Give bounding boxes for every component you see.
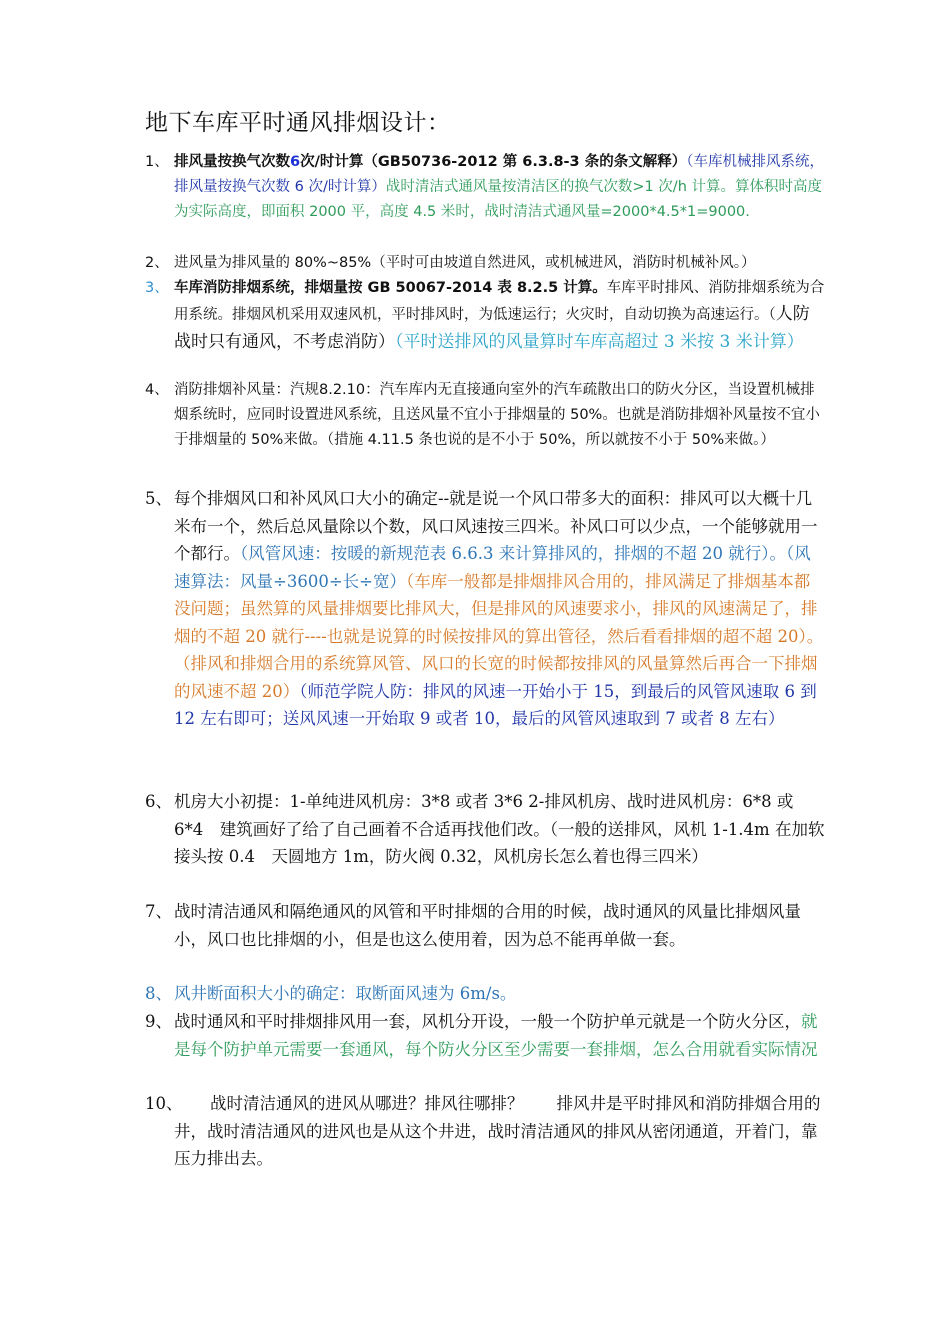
item-text-note: （平时送排风的风量算时车库高超过 3 米按 3 米计算） [395, 331, 804, 352]
item-number: 7、 [145, 902, 172, 921]
item-text: 机房大小初提：1-单纯进风机房：3*8 或者 3*6 2-排风机房、战时进风机房：6*8 或 6*4 建筑画好了给了自己画着不合适再找他们改。（一般的送排风，风机 1-1.4m 在加软接头按 0.4 天圆地方 1m，防火阀 0.32，风机房长怎么着也得三四米） [174, 792, 825, 866]
list-item-10 [145, 1090, 825, 1173]
item-number: 9、 [145, 1012, 172, 1031]
list-item-6 [145, 788, 825, 871]
item-text-note: 战时清洁式通风量按清洁区的换气次数>1 次/h 计算。算体积时高度为实际高度，即面积 2000 平，高度 4.5 米时，战时清洁式通风量=2000*4.5*1=9000. [174, 179, 822, 220]
list-item-4 [145, 378, 825, 453]
item-text: 每个排烟风口和补风风口大小的确定--就是说一个风口带多大的面积：排风可以大概十几米布一个，然后总风量除以个数，风口风速按三四米。补风口可以少点，一个能够就用一个都行。 [174, 489, 818, 563]
item-text: 战时清洁通风和隔绝通风的风管和平时排烟的合用的时候，战时通风的风量比排烟风量小，风口也比排烟的小，但是也这么使用着，因为总不能再单做一套。 [174, 902, 801, 949]
item-number: 4、 [145, 382, 169, 398]
item-text: 车库消防排烟系统，排烟量按 GB 50067-2014 表 8.2.5 计算。 [174, 280, 607, 296]
list-item-9 [145, 1008, 825, 1063]
item-number: 10、 [145, 1094, 183, 1113]
list-item-2 [145, 251, 825, 276]
item-text: 战时通风和平时排烟排风用一套，风机分开设，一般一个防护单元就是一个防火分区， [174, 1012, 801, 1031]
item-text: 战时清洁通风的进风从哪进？排风往哪排？ 排风井是平时排风和消防排烟合用的井，战时清洁通风的进风也是从这个井进，战时清洁通风的排风从密闭通道，开着门，靠压力排出去。 [174, 1094, 821, 1168]
item-text: 风井断面积大小的确定：取断面风速为 6m/s。 [174, 984, 517, 1003]
page-title: 地下车库平时通风排烟设计： [145, 110, 451, 136]
list-item-7 [145, 898, 825, 953]
item-text: 排风量按换气次数 [174, 154, 290, 170]
item-text: 次/时计算（GB50736-2012 第 6.3.8-3 条的条文解释） [300, 154, 687, 170]
item-text: 车库平时排风、消防排烟系统为合用系统。排烟风机采用双速风机，平时排风时，为低速运行；火灾时，自动切换为高速运行。（ [174, 280, 825, 323]
item-number: 1、 [145, 154, 169, 170]
item-text-note: （师范学院人防：排风的风速一开始小于 15，到最后的风管风速取 6 到 12 左右即可；送风风速一开始取 9 或者 10，最后的风管风速取到 7 或者 8 左右） [174, 681, 817, 728]
item-text: 消防排烟补风量：汽规8.2.10：汽车库内无直接通向室外的汽车疏散出口的防火分区，当设置机械排烟系统时，应同时设置进风系统，且送风量不宜小于排烟量的 50%。也就是消防排烟补风量按不宜小于排烟量的 50%来做。（措施 4.11.5 条也说的是不小于 50%，所以就按不小于 50%来做。） [174, 382, 820, 448]
list-item-8 [145, 980, 825, 1008]
list-item-3 [145, 276, 825, 356]
item-number: 6、 [145, 792, 172, 811]
list-item-5 [145, 485, 825, 733]
item-number: 8、 [145, 984, 172, 1003]
item-text: 人防战时只有通风，不考虑消防） [174, 304, 810, 352]
item-text-note: （车库机械排风系统，排风量按换气次数 6 次/时计算） [174, 154, 824, 195]
item-text-note: 就是每个防护单元需要一套通风，每个防火分区至少需要一套排烟，怎么合用就看实际情况 [174, 1012, 818, 1059]
item-text-note: （风管风速：按暖的新规范表 6.6.3 来计算排风的，排烟的不超 20 就行）。（风速算法：风量÷3600÷长÷宽） [174, 544, 811, 591]
item-text-note: （车库一般都是排烟排风合用的，排风满足了排烟基本都没问题；虽然算的风量排烟要比排风大，但是排风的风速要求小，排风的风速满足了，排烟的不超 20 就行----也就是说算的时候按排风的算出管径，然后看看排烟的超不超 20）。（排风和排烟合用的系统算风管、风口的长宽的时候都按排风的风量算然后再合一下排烟的风速不超 20） [174, 571, 824, 701]
item-number: 3、 [145, 280, 169, 296]
list-item-1 [145, 150, 825, 225]
item-number: 5、 [145, 489, 172, 508]
item-text: 进风量为排风量的 80%~85%（平时可由坡道自然进风，或机械进风，消防时机械补风。） [174, 255, 756, 271]
item-number: 2、 [145, 255, 169, 271]
item-text-highlight: 6 [290, 154, 301, 170]
